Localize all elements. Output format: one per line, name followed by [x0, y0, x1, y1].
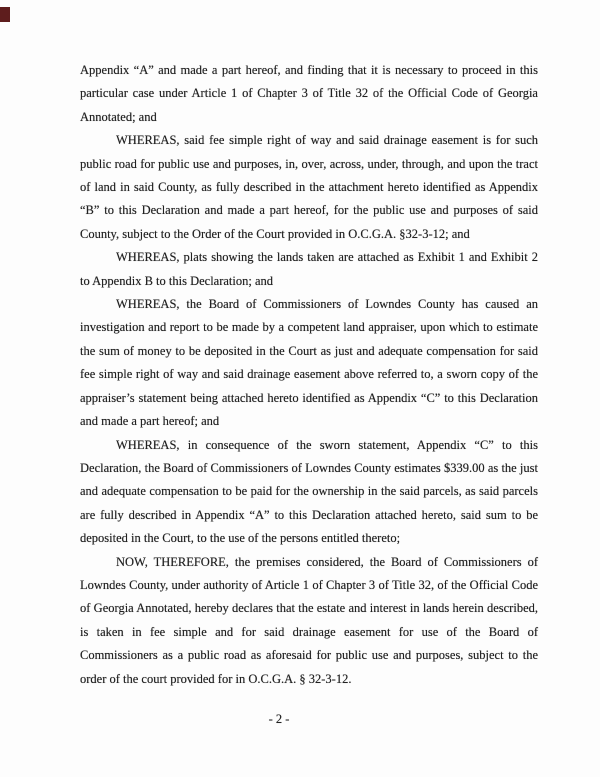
paragraph-whereas-appraiser: WHEREAS, the Board of Commissioners of Lowndes County has caused an investigation and report to be made by a competent land appraiser, upon which to estimate the sum of money to be deposited in the Court as just and adequate compensation for said fee simple right of way and said drainage easement above referred to, a sworn copy of the appraiser’s statement being attached hereto identified as Appendix “C” to this Declaration and made a part hereof; and	[80, 297, 538, 429]
paragraph-now-therefore: NOW, THEREFORE, the premises considered, the Board of Commissioners of Lowndes County, under authority of Article 1 of Chapter 3 of Title 32, of the Official Code of Georgia Annotated, hereby declares that the estate and interest in lands herein described, is taken in fee simple and for said drainage easement for use of the Board of Commissioners as a public road as aforesaid for public use and purposes, subject to the order of the court provided for in O.C.G.A. § 32-3-12.	[80, 554, 538, 686]
paragraph-whereas-plats: WHEREAS, plats showing the lands taken are attached as Exhibit 1 and Exhibit 2 to Appendix B to this Declaration; and	[80, 250, 538, 288]
paragraph-whereas-compensation: WHEREAS, in consequence of the sworn statement, Appendix “C” to this Declaration, the Board of Commissioners of Lowndes County estimates $339.00 as the just and adequate compensation to be paid for the ownership in the said parcels, as said parcels are fully described in Appendix “A” to this Declaration attached hereto, said sum to be deposited in the Court, to the use of the persons entitled thereto;	[80, 437, 538, 546]
scan-artifact-mark	[0, 7, 10, 22]
document-body	[80, 59, 538, 691]
paragraph-continuation: Appendix “A” and made a part hereof, and finding that it is necessary to proceed in this particular case under Article 1 of Chapter 3 of Title 32 of the Official Code of Georgia Annotated; and	[80, 63, 538, 124]
page-number: - 2 -	[268, 712, 290, 726]
paragraph-whereas-right-of-way: WHEREAS, said fee simple right of way and said drainage easement is for such public road for public use and purposes, in, over, across, under, through, and upon the tract of land in said County, as fully described in the attachment hereto identified as Appendix “B” to this Declaration and made a part hereof, for the public use and purposes of said County, subject to the Order of the Court provided in O.C.G.A. §32-3-12; and	[80, 133, 538, 241]
